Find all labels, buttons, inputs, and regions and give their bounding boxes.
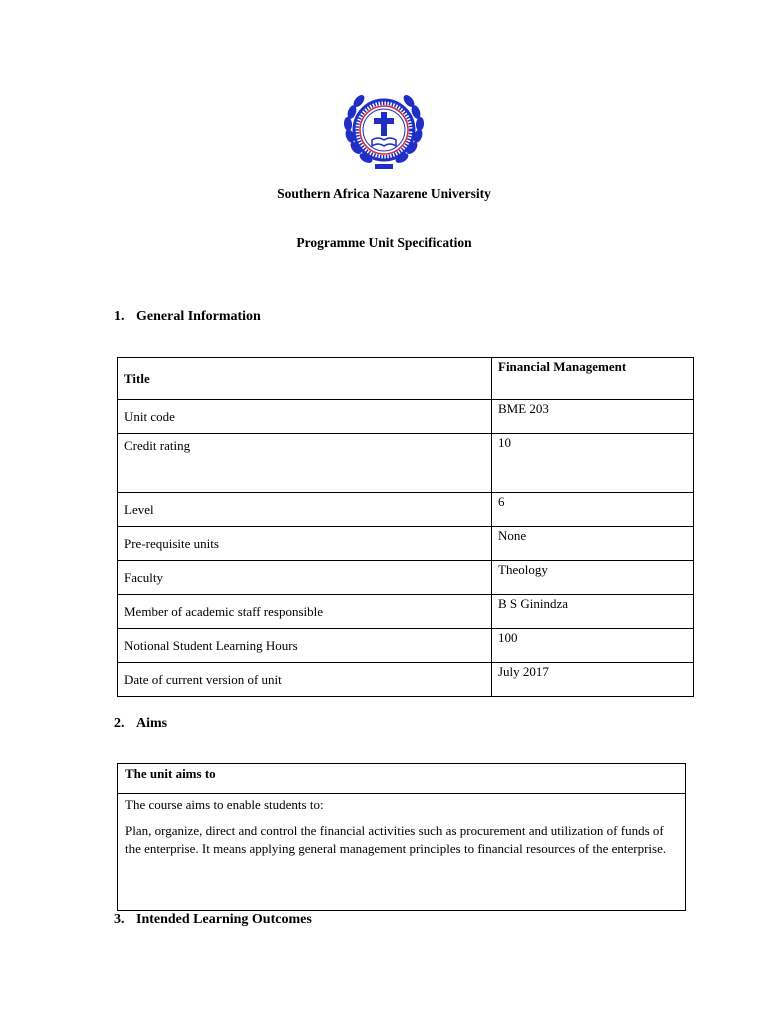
section-number: 2.: [114, 716, 125, 731]
aims-text: Plan, organize, direct and control the financial activities such as procurement and utilization of funds of the enterprise. It means applying general management principles to financial resources of the enterprise.: [125, 823, 667, 856]
table-row: [118, 434, 694, 493]
section-number: 3.: [114, 912, 125, 927]
section-heading-general: [114, 309, 261, 325]
section-title: Aims: [136, 716, 168, 731]
row-label: Member of academic staff responsible: [118, 595, 492, 629]
section-heading-aims: [114, 716, 167, 732]
table-row: [118, 358, 694, 400]
table-row: [118, 663, 694, 697]
table-row: [118, 527, 694, 561]
row-value: July 2017: [492, 663, 694, 697]
row-label: Notional Student Learning Hours: [118, 629, 492, 663]
row-label: Pre-requisite units: [118, 527, 492, 561]
section-heading-outcomes: [114, 912, 312, 928]
table-row: [118, 400, 694, 434]
row-value: 100: [492, 629, 694, 663]
section-title: General Information: [136, 309, 261, 324]
row-label: Date of current version of unit: [118, 663, 492, 697]
row-label: Credit rating: [118, 434, 492, 493]
row-value: BME 203: [492, 400, 694, 434]
table-row: [118, 561, 694, 595]
row-value: 10: [492, 434, 694, 493]
section-number: 1.: [114, 309, 125, 324]
row-label: Level: [118, 493, 492, 527]
document-title: Programme Unit Specification: [296, 235, 472, 250]
row-label: Title: [118, 358, 492, 400]
university-name: Southern Africa Nazarene University: [277, 186, 491, 201]
row-label: Faculty: [118, 561, 492, 595]
row-value: Financial Management: [492, 358, 694, 400]
university-logo: [340, 88, 428, 176]
aims-body: [118, 794, 685, 868]
row-value: Theology: [492, 561, 694, 595]
section-title: Intended Learning Outcomes: [136, 912, 312, 927]
university-seal-icon: [340, 88, 428, 176]
table-row: [118, 595, 694, 629]
aims-heading: The unit aims to: [118, 764, 685, 794]
aims-intro: The course aims to enable students to:: [125, 797, 324, 812]
general-info-table: [117, 357, 694, 697]
aims-box: [117, 763, 686, 911]
row-value: B S Ginindza: [492, 595, 694, 629]
table-row: [118, 629, 694, 663]
row-label: Unit code: [118, 400, 492, 434]
row-value: 6: [492, 493, 694, 527]
table-row: [118, 493, 694, 527]
row-value: None: [492, 527, 694, 561]
